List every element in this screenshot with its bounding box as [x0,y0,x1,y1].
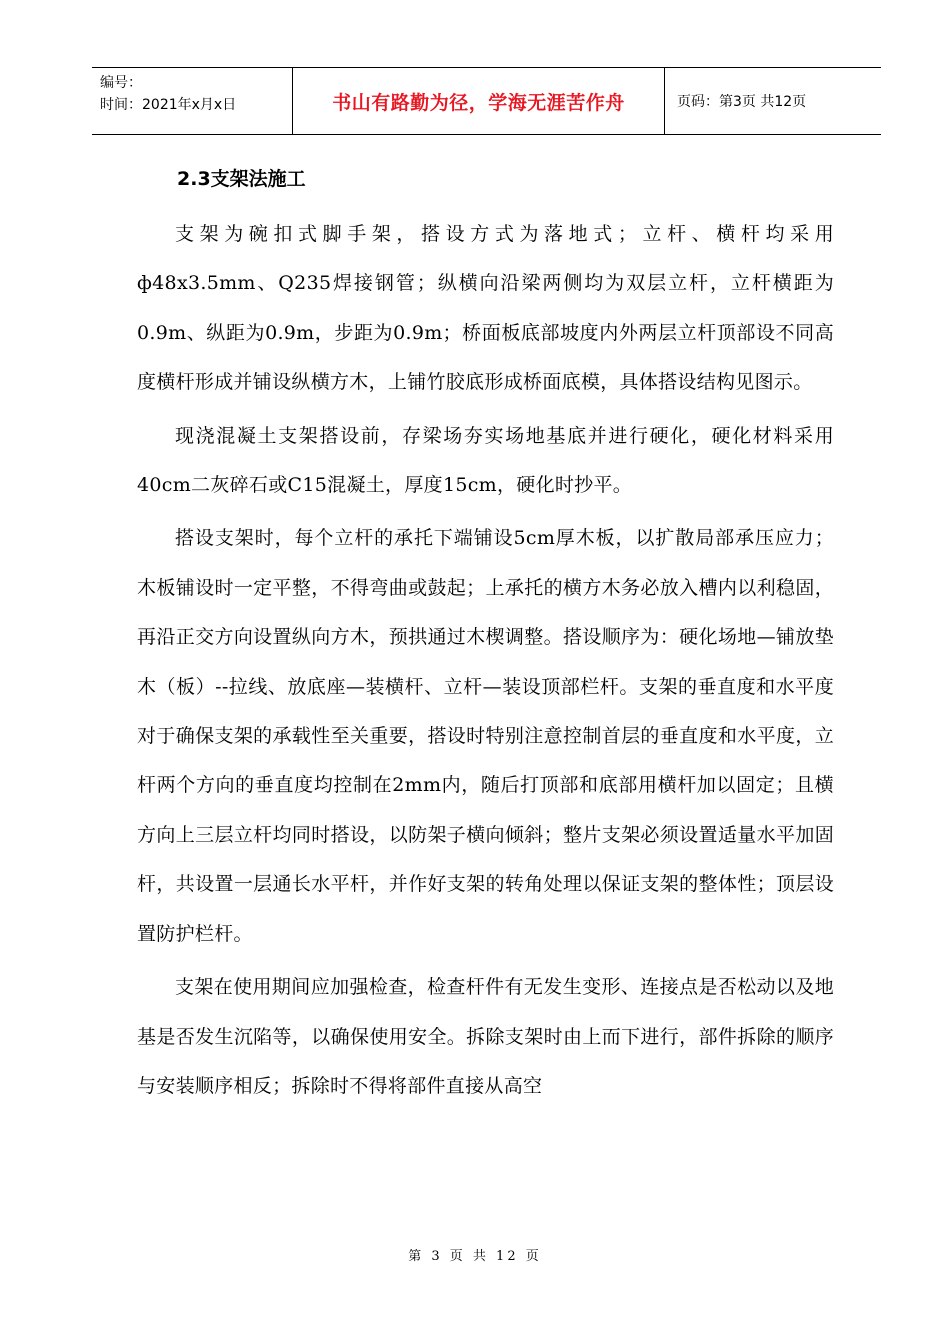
document-header [92,67,881,135]
paragraph: 搭设支架时，每个立杆的承托下端铺设5cm厚木板，以扩散局部承压应力；木板铺设时一定平整，不得弯曲或鼓起；上承托的横方木务必放入槽内以利稳固，再沿正交方向设置纵向方木，预拱通过木楔调整。搭设顺序为：硬化场地—铺放垫木（板）--拉线、放底座—装横杆、立杆—装设顶部栏杆。支架的垂直度和水平度对于确保支架的承载性至关重要，搭设时特别注意控制首层的垂直度和水平度，立杆两个方向的垂直度均控制在2mm内，随后打顶部和底部用横杆加以固定；且横方向上三层立杆均同时搭设，以防架子横向倾斜；整片支架必须设置适量水平加固杆，共设置一层通长水平杆，并作好支架的转角处理以保证支架的整体性；顶层设置防护栏杆。 [137,527,834,945]
paragraph: 现浇混凝土支架搭设前，存梁场夯实场地基底并进行硬化，硬化材料采用40cm二灰碎石或C15混凝土，厚度15cm，硬化时抄平。 [137,424,834,497]
header-page-cell [665,68,881,134]
header-meta-cell [92,68,293,134]
page-footer: 第 3 页 共 12 页 [408,1249,542,1264]
paragraph: 支架为碗扣式脚手架，搭设方式为落地式；立杆、横杆均采用ф48x3.5mm、Q235焊接钢管；纵横向沿梁两侧均为双层立杆，立杆横距为0.9m、纵距为0.9m，步距为0.9m；桥面板底部坡度内外两层立杆顶部设不同高度横杆形成并铺设纵横方木，上铺竹胶底形成桥面底模，具体搭设结构见图示。 [137,223,834,394]
paragraph: 支架在使用期间应加强检查，检查杆件有无发生变形、连接点是否松动以及地基是否发生沉陷等，以确保使用安全。拆除支架时由上而下进行，部件拆除的顺序与安装顺序相反；拆除时不得将部件直接从高空 [137,976,834,1097]
page-number-label: 页码：第3页 共12页 [677,94,807,110]
time-label: 时间：2021年x月x日 [100,97,237,113]
code-label: 编号： [100,75,142,91]
motto-text: 书山有路勤为径，学海无涯苦作舟 [332,91,625,114]
section-heading: 2.3支架法施工 [177,168,306,190]
document-body [137,166,834,1115]
header-motto-cell [293,68,665,134]
